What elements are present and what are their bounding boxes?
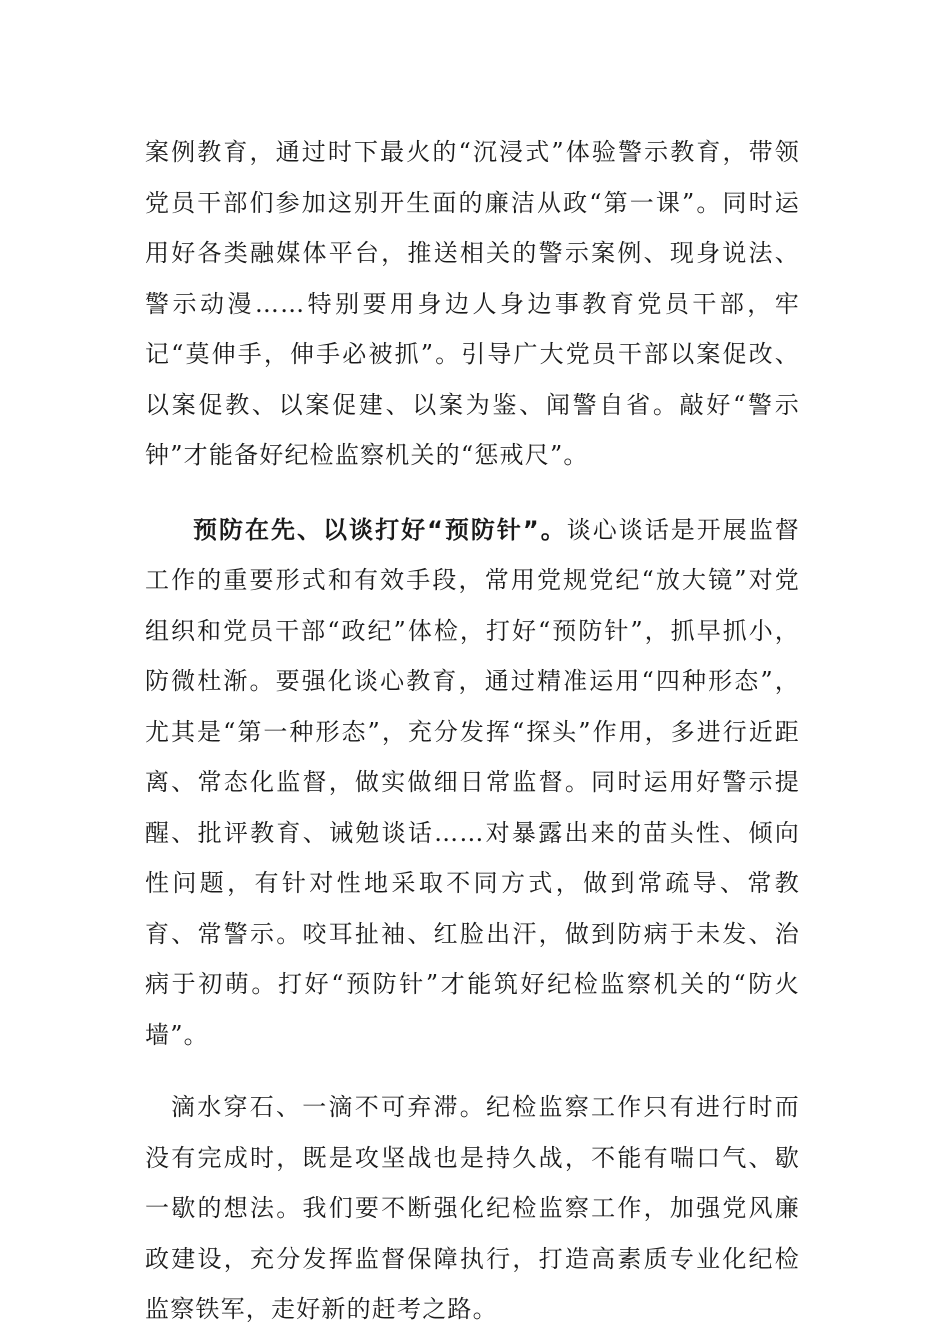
paragraph-text: 案例教育，通过时下最火的“沉浸式”体验警示教育，带领党员干部们参加这别开生面的廉洁从政“第一课”。同时运用好各类融媒体平台，推送相关的警示案例、现身说法、警示动漫……特别要用身边人身边事教育党员干部，牢记“莫伸手，伸手必被抓”。引导广大党员干部以案促改、以案促教、以案促建、以案为鉴、闻警自省。敲好“警示钟”才能备好纪检监察机关的“惩戒尺”。 bbox=[145, 138, 800, 469]
paragraph-text: 滴水穿石、一滴不可弃滞。纪检监察工作只有进行时而没有完成时，既是攻坚战也是持久战，不能有喘口气、歇一歇的想法。我们要不断强化纪检监察工作，加强党风廉政建设，充分发挥监督保障执行，打造高素质专业化纪检监察铁军，走好新的赶考之路。 bbox=[145, 1093, 800, 1323]
paragraph-lead-heading: 预防在先、以谈打好“预防针”。 bbox=[193, 515, 567, 544]
paragraph-conclusion bbox=[145, 1082, 800, 1335]
paragraph-text: 谈心谈话是开展监督工作的重要形式和有效手段，常用党规党纪“放大镜”对党组织和党员干部“政纪”体检，打好“预防针”，抓早抓小，防微杜渐。要强化谈心教育，通过精准运用“四种形态”，尤其是“第一种形态”，充分发挥“探头”作用，多进行近距离、常态化监督，做实做细日常监督。同时运用好警示提醒、批评教育、诫勉谈话……对暴露出来的苗头性、倾向性问题，有针对性地采取不同方式，做到常疏导、常教育、常警示。咬耳扯袖、红脸出汗，做到防病于未发、治病于初萌。打好“预防针”才能筑好纪检监察机关的“防火墙”。 bbox=[145, 515, 800, 1049]
document-body bbox=[145, 127, 800, 1335]
paragraph-prevention bbox=[145, 505, 800, 1061]
paragraph-case-education bbox=[145, 127, 800, 481]
